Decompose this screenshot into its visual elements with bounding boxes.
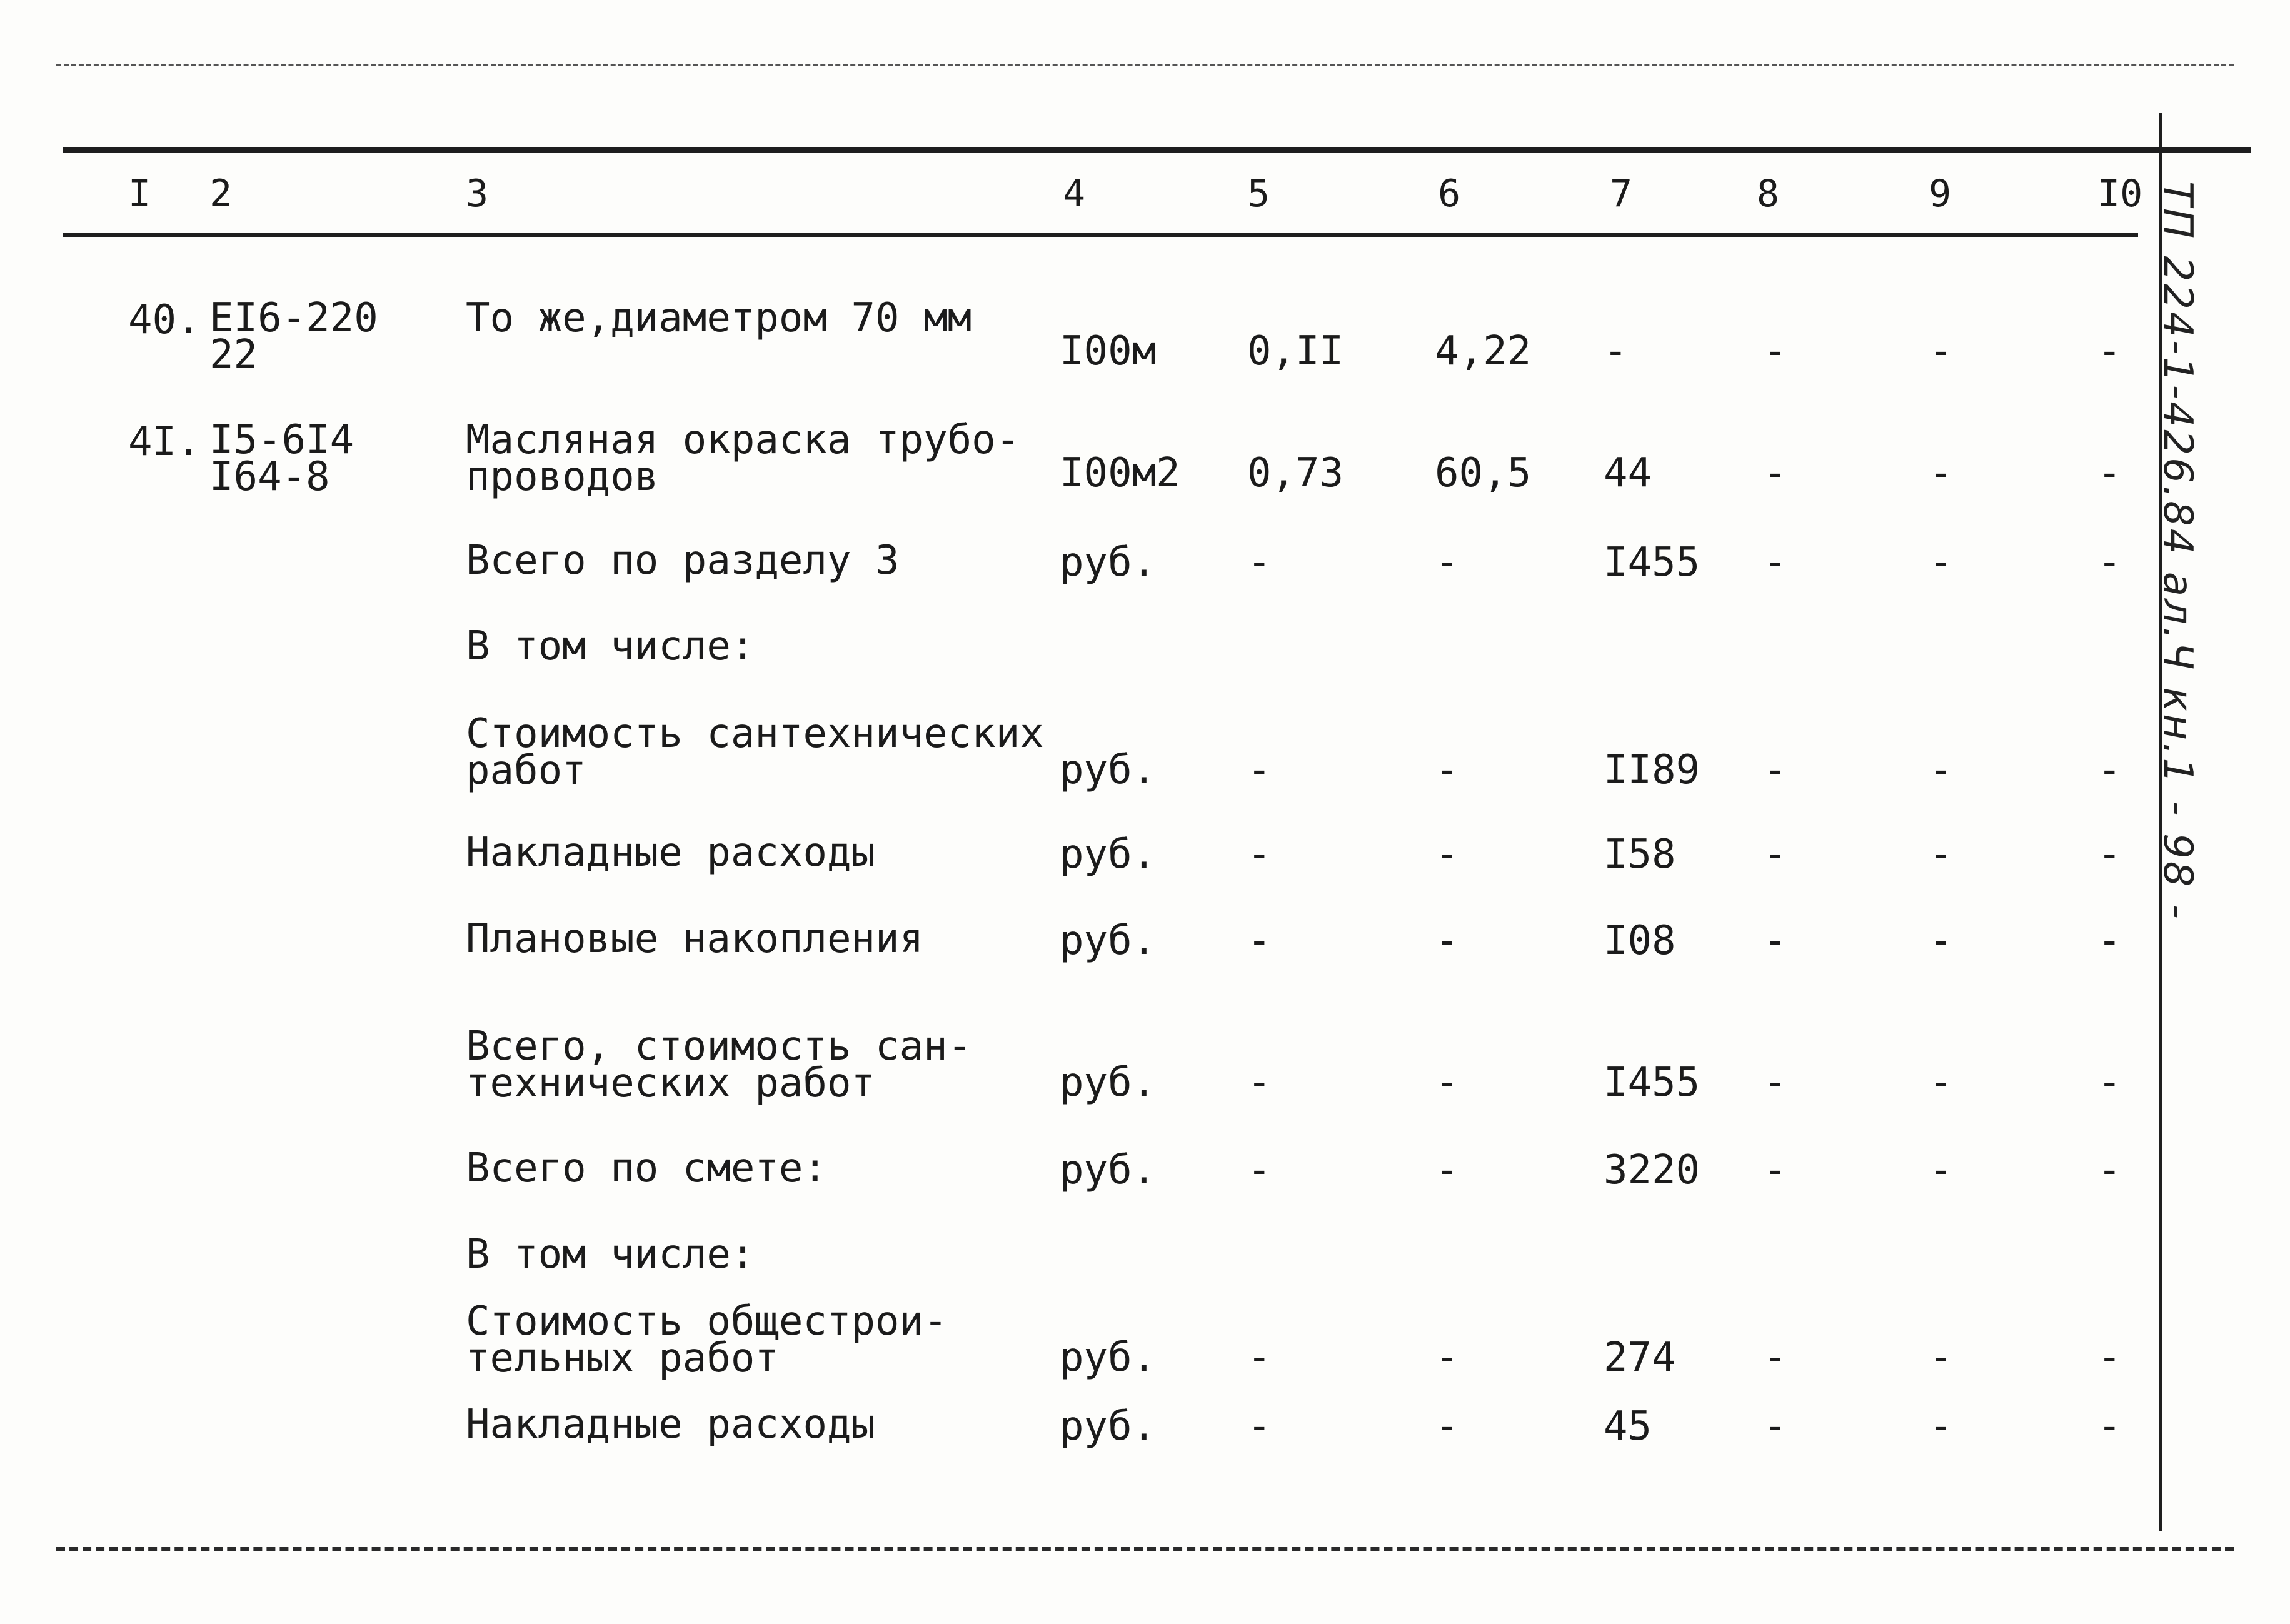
- row-2-c9: -: [1929, 450, 1953, 496]
- row-11-c5: -: [1247, 1335, 1272, 1381]
- top-dashed-border: [56, 64, 2234, 66]
- row-12-c10: -: [2097, 1403, 2122, 1450]
- header-col-2: 2: [209, 172, 233, 216]
- row-7-c10: -: [2097, 918, 2122, 964]
- row-9-c5: -: [1247, 1147, 1272, 1193]
- row-1-c6: 4,22: [1435, 328, 1532, 374]
- row-8-unit: руб.: [1060, 1060, 1157, 1106]
- header-col-3: 3: [466, 172, 489, 216]
- row-9-c6: -: [1435, 1147, 1459, 1193]
- row-1-c8: -: [1763, 328, 1787, 374]
- row-5-desc: Стоимость сантехнических работ: [466, 711, 1044, 794]
- row-11-c6: -: [1435, 1335, 1459, 1381]
- row-11-c7: 274: [1604, 1335, 1676, 1381]
- bottom-dashed-border: [56, 1547, 2234, 1551]
- row-2-unit: I00м2: [1060, 450, 1180, 496]
- row-12-c5: -: [1247, 1403, 1272, 1450]
- row-6-c10: -: [2097, 831, 2122, 878]
- row-7-c8: -: [1763, 918, 1787, 964]
- row-2-c7: 44: [1604, 450, 1652, 496]
- row-3-c8: -: [1763, 539, 1787, 586]
- row-8-c7: I455: [1604, 1060, 1700, 1106]
- row-8-c10: -: [2097, 1060, 2122, 1106]
- row-10-desc: В том числе:: [466, 1231, 755, 1278]
- row-12-c6: -: [1435, 1403, 1459, 1450]
- row-5-c7: II89: [1604, 747, 1700, 793]
- header-col-4: 4: [1063, 172, 1086, 216]
- row-6-c7: I58: [1604, 831, 1676, 878]
- row-6-desc: Накладные расходы: [466, 830, 876, 876]
- row-11-c9: -: [1929, 1335, 1953, 1381]
- row-2-code: I5-6I4 I64-8: [209, 417, 354, 500]
- row-6-c8: -: [1763, 831, 1787, 878]
- row-12-c7: 45: [1604, 1403, 1652, 1450]
- header-top-rule: [63, 147, 2251, 153]
- row-12-desc: Накладные расходы: [466, 1401, 876, 1448]
- row-3-c5: -: [1247, 539, 1272, 586]
- row-2-c5: 0,73: [1247, 450, 1344, 496]
- header-col-1: I: [128, 172, 151, 216]
- header-col-9: 9: [1929, 172, 1952, 216]
- row-5-unit: руб.: [1060, 747, 1157, 793]
- row-3-desc: Всего по разделу 3: [466, 538, 900, 584]
- row-11-c10: -: [2097, 1335, 2122, 1381]
- row-5-c10: -: [2097, 747, 2122, 793]
- row-1-code: EI6-220 22: [209, 295, 378, 378]
- header-col-6: 6: [1438, 172, 1461, 216]
- row-2-c6: 60,5: [1435, 450, 1532, 496]
- row-12-c9: -: [1929, 1403, 1953, 1450]
- row-8-c5: -: [1247, 1060, 1272, 1106]
- row-9-c10: -: [2097, 1147, 2122, 1193]
- row-12-c8: -: [1763, 1403, 1787, 1450]
- header-col-10: I0: [2097, 172, 2143, 216]
- row-3-unit: руб.: [1060, 539, 1157, 586]
- row-8-desc: Всего, стоимость сан- технических работ: [466, 1023, 972, 1106]
- header-col-5: 5: [1247, 172, 1270, 216]
- row-7-c5: -: [1247, 918, 1272, 964]
- row-4-desc: В том числе:: [466, 623, 755, 669]
- row-7-desc: Плановые накопления: [466, 916, 924, 962]
- row-6-c6: -: [1435, 831, 1459, 878]
- header-bottom-rule: [63, 233, 2138, 237]
- row-2-c10: -: [2097, 450, 2122, 496]
- row-1-c5: 0,II: [1247, 328, 1344, 374]
- header-col-8: 8: [1757, 172, 1780, 216]
- row-8-c9: -: [1929, 1060, 1953, 1106]
- row-3-c6: -: [1435, 539, 1459, 586]
- row-11-c8: -: [1763, 1335, 1787, 1381]
- row-11-desc: Стоимость общестрои- тельных работ: [466, 1298, 948, 1381]
- row-7-unit: руб.: [1060, 918, 1157, 964]
- row-6-c5: -: [1247, 831, 1272, 878]
- row-2-desc: Масляная окраска трубо- проводов: [466, 417, 1020, 500]
- row-12-unit: руб.: [1060, 1403, 1157, 1450]
- row-9-c9: -: [1929, 1147, 1953, 1193]
- row-5-c8: -: [1763, 747, 1787, 793]
- row-3-c9: -: [1929, 539, 1953, 586]
- row-6-c9: -: [1929, 831, 1953, 878]
- row-8-c6: -: [1435, 1060, 1459, 1106]
- row-5-c6: -: [1435, 747, 1459, 793]
- document-code: ТП 224-1-426.84 ал.Ч кн.1 - 98 -: [2154, 181, 2201, 921]
- row-2-num: 4I.: [128, 419, 201, 465]
- row-8-c8: -: [1763, 1060, 1787, 1106]
- row-7-c9: -: [1929, 918, 1953, 964]
- header-col-7: 7: [1610, 172, 1633, 216]
- row-3-c7: I455: [1604, 539, 1700, 586]
- row-2-c8: -: [1763, 450, 1787, 496]
- row-9-c7: 3220: [1604, 1147, 1700, 1193]
- row-9-c8: -: [1763, 1147, 1787, 1193]
- row-9-unit: руб.: [1060, 1147, 1157, 1193]
- row-6-unit: руб.: [1060, 831, 1157, 878]
- row-5-c9: -: [1929, 747, 1953, 793]
- row-7-c7: I08: [1604, 918, 1676, 964]
- row-1-num: 40.: [128, 297, 201, 343]
- row-1-c9: -: [1929, 328, 1953, 374]
- row-1-desc: То же,диаметром 70 мм: [466, 295, 972, 341]
- row-9-desc: Всего по смете:: [466, 1145, 827, 1191]
- row-3-c10: -: [2097, 539, 2122, 586]
- row-7-c6: -: [1435, 918, 1459, 964]
- row-1-c7: -: [1604, 328, 1628, 374]
- row-1-c10: -: [2097, 328, 2122, 374]
- row-11-unit: руб.: [1060, 1335, 1157, 1381]
- row-1-unit: I00м: [1060, 328, 1157, 374]
- row-5-c5: -: [1247, 747, 1272, 793]
